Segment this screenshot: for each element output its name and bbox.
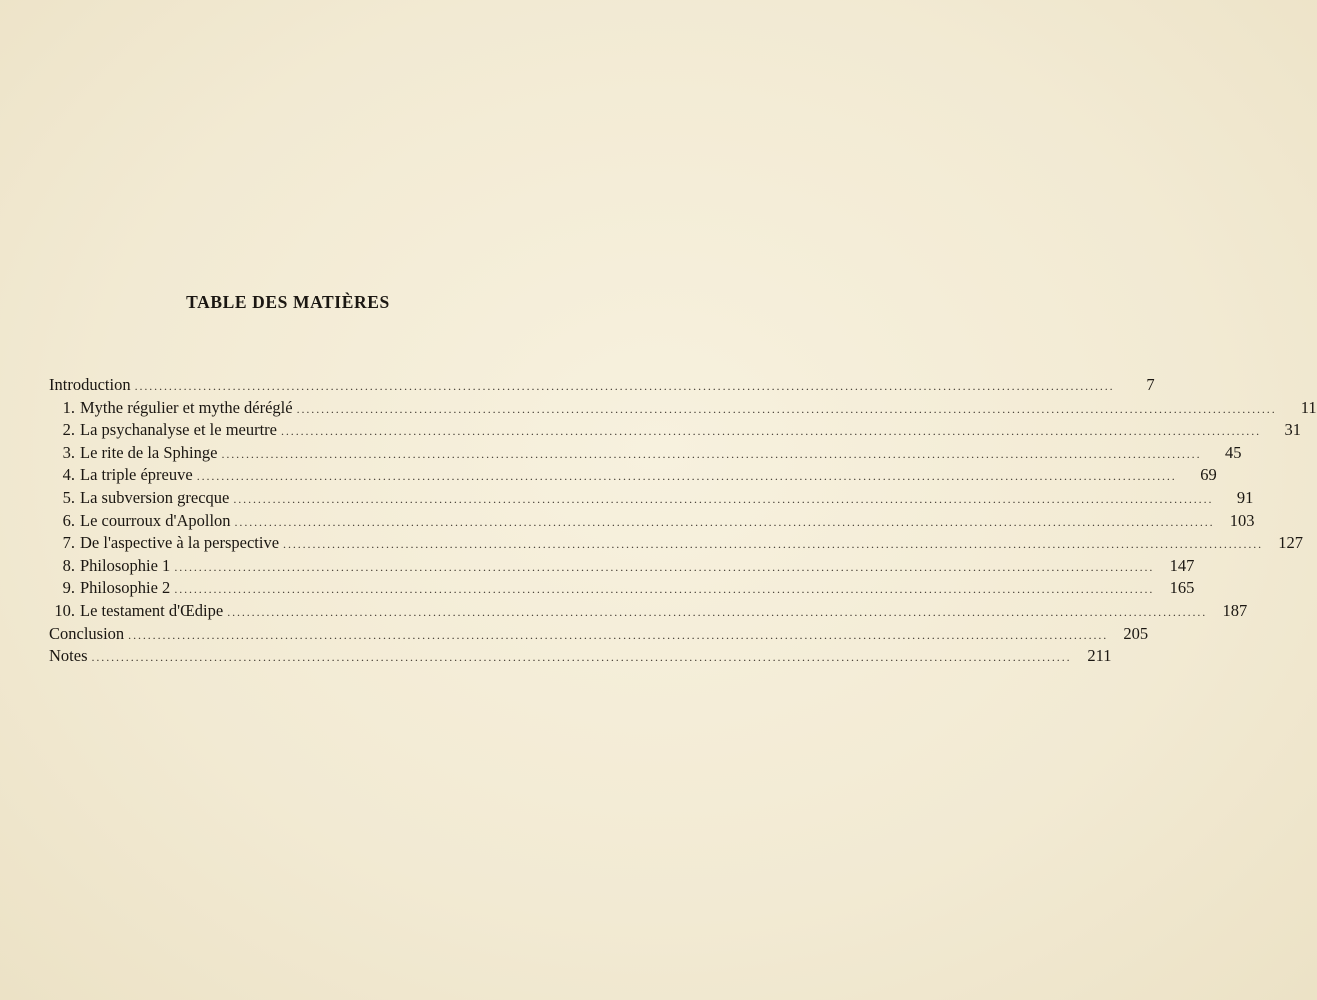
dot-leader: ........................................................................................................................................................................................................ xyxy=(128,627,1109,642)
dot-leader: ........................................................................................................................................................................................................ xyxy=(91,650,1072,665)
toc-entry-label: Philosophie 1 xyxy=(80,555,171,575)
toc-entry-page: 69 xyxy=(1200,465,1217,485)
dot-leader: ........................................................................................................................................................................................................ xyxy=(134,379,1115,393)
toc-entry-label: Le rite de la Sphinge xyxy=(80,442,218,462)
toc-entry-number: 7. xyxy=(62,533,75,553)
toc-entry-page: 165 xyxy=(1169,578,1195,598)
toc-entry-number: 5. xyxy=(62,487,75,507)
toc-entry-page: 187 xyxy=(1222,600,1248,620)
toc-entry-label: Conclusion xyxy=(49,623,125,643)
dot-leader: ........................................................................................................................................................................................................ xyxy=(174,582,1155,597)
dot-leader: ........................................................................................................................................................................................................ xyxy=(283,537,1264,552)
dot-leader: ........................................................................................................................................................................................................ xyxy=(196,469,1177,484)
toc-entry xyxy=(49,532,1304,555)
toc-entry-page: 147 xyxy=(1169,555,1195,575)
toc-entry-number: 1. xyxy=(62,397,75,417)
toc-entry-page: 45 xyxy=(1224,442,1242,462)
toc-entry xyxy=(49,555,1195,578)
toc-entry-label: Mythe régulier et mythe déréglé xyxy=(80,397,293,417)
toc-entry-label: De l'aspective à la perspective xyxy=(80,533,280,553)
toc-entry-label: Philosophie 2 xyxy=(80,578,171,598)
toc-entry-number: 3. xyxy=(62,442,75,462)
toc-entry xyxy=(49,464,1217,487)
dot-leader: ........................................................................................................................................................................................................ xyxy=(233,491,1214,506)
toc-entry xyxy=(49,397,1317,420)
toc-entry-page: 127 xyxy=(1278,533,1304,553)
toc-entry-page: 11 xyxy=(1300,397,1317,417)
toc-entry-number: 4. xyxy=(62,465,75,485)
dot-leader: ........................................................................................................................................................................................................ xyxy=(227,604,1208,619)
page-title: TABLE DES MATIÈRES xyxy=(186,292,390,312)
toc-entry-label: La subversion grecque xyxy=(80,487,230,507)
toc-entry-page: 91 xyxy=(1236,487,1254,507)
dot-leader: ........................................................................................................................................................................................................ xyxy=(174,559,1155,574)
toc-entry-label: La psychanalyse et le meurtre xyxy=(80,420,277,440)
toc-entry-page: 205 xyxy=(1123,623,1149,643)
toc-entry-page: 7 xyxy=(1146,375,1155,394)
toc-entry-label: Introduction xyxy=(49,375,131,394)
toc-entry-label: Notes xyxy=(49,646,88,666)
toc-entry-number: 8. xyxy=(62,555,75,575)
toc-entry-page: 103 xyxy=(1229,510,1255,530)
toc-entry-page: 31 xyxy=(1284,420,1301,440)
toc-entry-label: La triple épreuve xyxy=(80,465,193,485)
toc-entry xyxy=(49,577,1195,600)
dot-leader: ........................................................................................................................................................................................................ xyxy=(234,514,1215,529)
toc-entry xyxy=(49,645,1112,668)
dot-leader: ........................................................................................................................................................................................................ xyxy=(296,401,1277,416)
dot-leader: ........................................................................................................................................................................................................ xyxy=(221,446,1202,461)
table-of-contents xyxy=(49,374,1317,668)
toc-entry-number: 10. xyxy=(54,600,75,620)
toc-entry-label: Le testament d'Œdipe xyxy=(80,600,224,620)
toc-entry-number: 9. xyxy=(62,578,75,598)
toc-entry xyxy=(49,374,1155,397)
toc-entry-page: 211 xyxy=(1087,646,1112,666)
toc-entry xyxy=(49,623,1149,646)
toc-entry-number: 6. xyxy=(62,510,75,530)
toc-entry xyxy=(49,442,1242,465)
toc-entry-label: Le courroux d'Apollon xyxy=(80,510,231,530)
toc-entry xyxy=(49,600,1248,623)
toc-entry xyxy=(49,419,1301,442)
dot-leader: ........................................................................................................................................................................................................ xyxy=(281,424,1261,439)
toc-entry-number: 2. xyxy=(62,420,75,440)
toc-entry xyxy=(49,487,1254,510)
toc-entry xyxy=(49,510,1255,533)
